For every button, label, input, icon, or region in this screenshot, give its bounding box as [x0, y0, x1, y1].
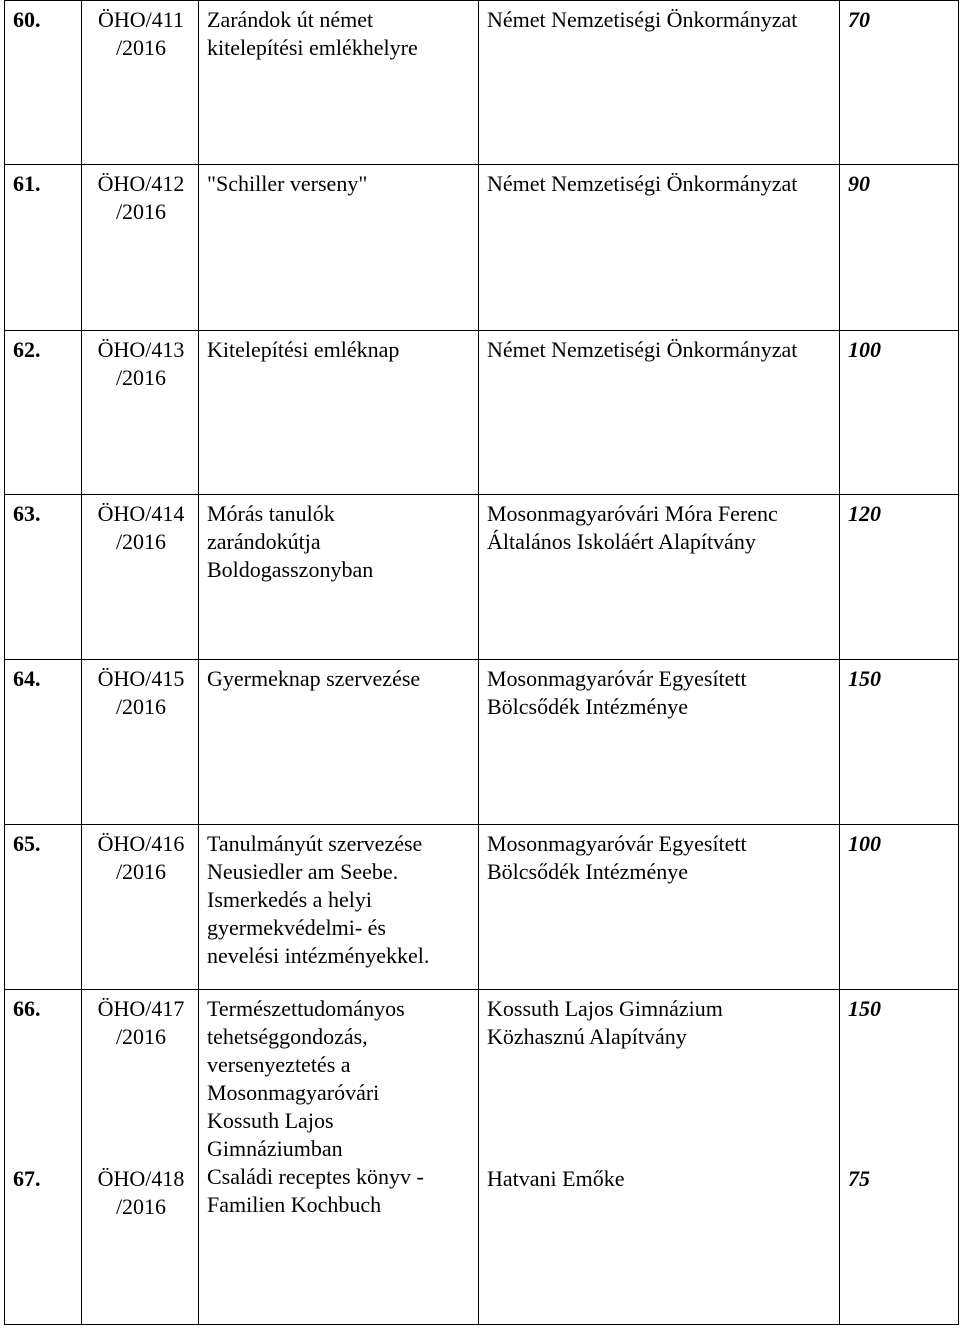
- grant-amount: 100: [840, 331, 959, 495]
- table-row: [5, 1, 959, 165]
- applicant-org-67: Hatvani Emőke: [487, 1166, 625, 1191]
- applicant-org: Mosonmagyaróvár Egyesített Bölcsődék Intézménye: [479, 825, 840, 990]
- row-number: 62.: [5, 331, 82, 495]
- project-title: Mórás tanulók zarándokútja Boldogasszonyban: [199, 495, 479, 660]
- grants-table: [4, 0, 959, 1325]
- row-number: [5, 990, 82, 1325]
- applicant-org: Német Nemzetiségi Önkormányzat: [479, 331, 840, 495]
- applicant-org: Német Nemzetiségi Önkormányzat: [479, 165, 840, 331]
- case-code: [82, 990, 199, 1325]
- row-number: 65.: [5, 825, 82, 990]
- grant-amount: 120: [840, 495, 959, 660]
- row-number: 60.: [5, 1, 82, 165]
- case-code: ÖHO/413 /2016: [82, 331, 199, 495]
- case-code-66: ÖHO/417 /2016: [97, 996, 185, 1049]
- table-row: [5, 660, 959, 825]
- table-row: [5, 990, 959, 1325]
- case-code: ÖHO/414 /2016: [82, 495, 199, 660]
- row-number-67: 67.: [13, 1166, 41, 1191]
- project-title: Zarándok út német kitelepítési emlékhelyre: [199, 1, 479, 165]
- case-code: ÖHO/415 /2016: [82, 660, 199, 825]
- case-code: ÖHO/412 /2016: [82, 165, 199, 331]
- applicant-org-66: Kossuth Lajos Gimnázium Közhasznú Alapítvány: [487, 996, 723, 1049]
- table-row: [5, 165, 959, 331]
- project-title-66: Természettudományos tehetséggondozás, versenyeztetés a Mosonmagyaróvári Kossuth Lajos Gimnáziumban: [207, 996, 405, 1161]
- project-title: [199, 990, 479, 1325]
- grant-amount: 70: [840, 1, 959, 165]
- grant-amount: 100: [840, 825, 959, 990]
- project-title: Kitelepítési emléknap: [199, 331, 479, 495]
- applicant-org: Mosonmagyaróvár Egyesített Bölcsődék Intézménye: [479, 660, 840, 825]
- applicant-org: Német Nemzetiségi Önkormányzat: [479, 1, 840, 165]
- project-title: Tanulmányút szervezése Neusiedler am Seebe. Ismerkedés a helyi gyermekvédelmi- és nevelési intézményekkel.: [199, 825, 479, 990]
- case-code: ÖHO/411 /2016: [82, 1, 199, 165]
- row-number: 64.: [5, 660, 82, 825]
- case-code: ÖHO/416 /2016: [82, 825, 199, 990]
- table-row: [5, 331, 959, 495]
- row-number: 63.: [5, 495, 82, 660]
- table-row: [5, 495, 959, 660]
- row-number-66: 66.: [13, 996, 41, 1021]
- applicant-org: [479, 990, 840, 1325]
- project-title: Gyermeknap szervezése: [199, 660, 479, 825]
- grant-amount: [840, 990, 959, 1325]
- project-title-67: Családi receptes könyv - Familien Kochbuch: [207, 1164, 424, 1217]
- grant-amount-67: 75: [848, 1166, 870, 1191]
- table-row: [5, 825, 959, 990]
- grant-amount: 90: [840, 165, 959, 331]
- grant-amount: 150: [840, 660, 959, 825]
- row-number: 61.: [5, 165, 82, 331]
- applicant-org: Mosonmagyaróvári Móra Ferenc Általános Iskoláért Alapítvány: [479, 495, 840, 660]
- project-title: "Schiller verseny": [199, 165, 479, 331]
- case-code-67: ÖHO/418 /2016: [97, 1166, 185, 1219]
- grant-amount-66: 150: [848, 996, 881, 1021]
